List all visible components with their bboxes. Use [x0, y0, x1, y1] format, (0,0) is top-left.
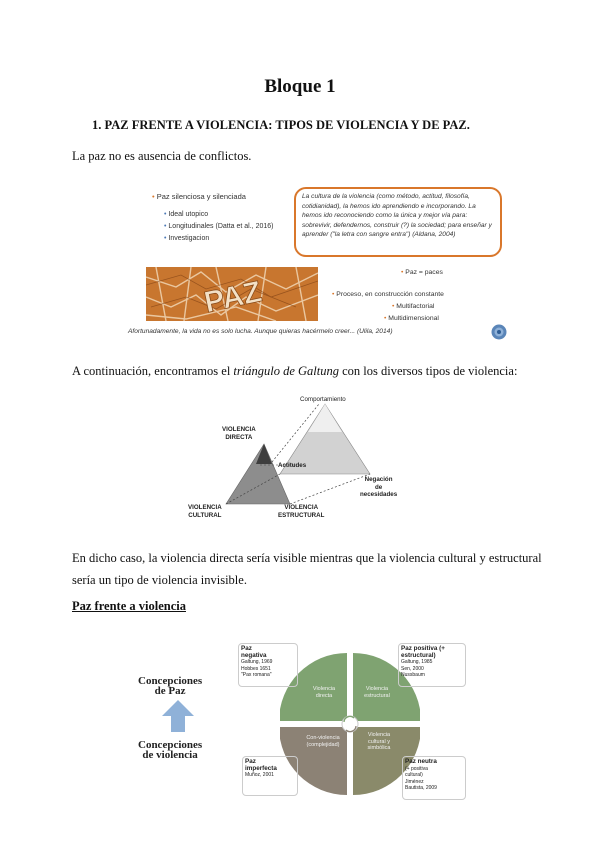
- wheel-quadrant-label: Violencia directa: [312, 686, 336, 699]
- flower-icon: [490, 323, 508, 341]
- figure1-quote-box: La cultura de la violencia (como método, actitud, filosofía, cotidianidad), la hemos ido aprendiendo e incorporando. La hemos ido reconociendo como la única y mejor vía para: sobrevivir, defendernos, construir (?) la sociedad; para enseñar y aprender ("la letra con sangre entra") (Aldana, 2004): [294, 187, 502, 257]
- label-violencia-estructural: VIOLENCIA ESTRUCTURAL: [278, 504, 325, 519]
- label-concepciones-violencia: Concepciones de violencia: [138, 739, 203, 761]
- paragraph-galtung: A continuación, encontramos el triángulo de Galtung con los diversos tipos de violencia:: [72, 364, 518, 378]
- figure1-footer-quote: Afortunadamente, la vida no es solo lucha. Aunque quieras hacérmelo creer... (Ulila, 2014): [128, 328, 393, 335]
- wheel-quadrant-label: Con-violencia (complejidad): [306, 735, 340, 748]
- paz-image: [146, 267, 318, 321]
- callout-paz-positiva: Paz positiva (+ estructural) Galtung, 1985 Sen, 2000 Nussbaum: [398, 643, 466, 687]
- callout-paz-imperfecta: Paz imperfecta Muñoz, 2001: [242, 756, 298, 796]
- page-title: Bloque 1: [264, 76, 336, 97]
- label-violencia-directa: VIOLENCIA DIRECTA: [222, 426, 256, 441]
- callout-paz-negativa: Paz negativa Galtung, 1969 Hobbes 1651 "Pax romana": [238, 643, 298, 687]
- figure1-right-item: • Multidimensional: [384, 315, 439, 322]
- label-concepciones-paz: Concepciones de Paz: [138, 675, 203, 697]
- galtung-triangle-figure: [180, 392, 430, 527]
- figure1-bullet: • Ideal utopico: [164, 211, 209, 218]
- callout-paz-neutra: Paz neutra (+ positiva cultural) Jiménez Bautista, 2009: [402, 756, 466, 800]
- wheel-quadrant-label: Violencia cultural y simbólica: [367, 732, 391, 751]
- label-violencia-cultural: VIOLENCIA CULTURAL: [188, 504, 222, 519]
- figure1-right-item: • Proceso, en construcción constante: [332, 291, 444, 298]
- figure1-right-item: • Paz = paces: [401, 269, 443, 276]
- subheading-paz-violencia: Paz frente a violencia: [72, 599, 186, 613]
- wheel-quadrant-label: Violencia estructural: [364, 686, 390, 699]
- figure1-bullet: • Investigacion: [164, 235, 210, 242]
- figure1-heading: • Paz silenciosa y silenciada: [152, 192, 246, 201]
- label-comportamiento: Comportamiento: [300, 396, 346, 403]
- paragraph-paz: La paz no es ausencia de conflictos.: [72, 149, 252, 163]
- label-negacion: Negación de necesidades: [360, 476, 398, 498]
- figure1-bullet: • Longitudinales (Datta et al., 2016): [164, 223, 274, 230]
- figure-paz-slide: [118, 185, 518, 345]
- peace-violence-wheel-figure: [130, 636, 475, 806]
- label-actitudes: Actitudes: [278, 462, 307, 469]
- section-heading: 1. PAZ FRENTE A VIOLENCIA: TIPOS DE VIOLENCIA Y DE PAZ.: [92, 118, 470, 132]
- paz-image-word: PAZ: [201, 275, 265, 320]
- paragraph-visible-invisible: En dicho caso, la violencia directa sería visible mientras que la violencia cultural y estructural sería un tipo de violencia invisible.: [72, 551, 542, 587]
- figure1-right-item: • Multifactorial: [392, 303, 435, 310]
- up-arrow-icon: [160, 698, 196, 734]
